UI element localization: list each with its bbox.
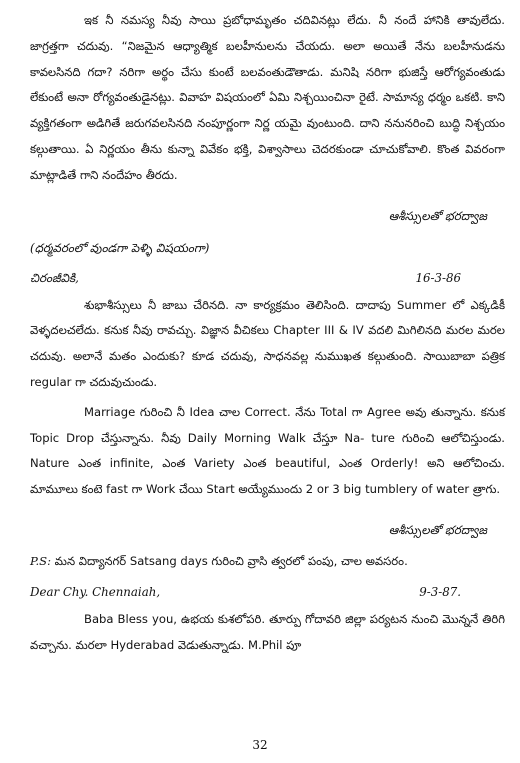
postscript-text: మన విద్యానగర్ Satsang days గురించి వ్రాసి త్వరలో పంపు, చాల అవసరం.: [54, 553, 408, 568]
letter3-salutation: Dear Chy. Chennaiah,: [30, 584, 161, 599]
letter1-signoff: ఆశీస్సులతో భరద్వాజ: [388, 208, 487, 223]
letter1-body: ఇక నీ నమస్య నీవు సాయి ప్రబోధామృతం చదివినట్లు లేదు. నీ నందే హానికి తావులేదు. జాగ్రత్తగా చదువు. “నిజమైన ఆధ్యాత్మిక బలహీనులను చేయదు. అలా అయితే నేను బలహీనుడను కావలసినది గదా? నరిగా అర్థం చేసు కుంటే బలవంతుడౌతాడు. మనిషి నరిగా భుజిస్తే ఆరోగ్యవంతుడు లేకుంటే అనా రోగ్యవంతుడైనట్లు. వివాహ విషయంలో ఏమి నిశ్చయించినా రైటే. సామాన్య ధర్మం ఒకటి. కాని వ్యక్తిగతంగా అడిగితే జరుగవలసినది నంపూర్ణంగా నిర్ణ యమై వుంటుంది. దాని ననునరించి బుద్ధి నిశ్చయం కల్గుతాయి. ఏ నిర్ణయం తీను కున్నా వివేకం భక్తి, విశ్వాసాలు చెదరకుండా చూచుకోవాలి. కొంత వివరంగా మాట్లాడితే గాని నందేహం తీరదు.: [30, 13, 505, 182]
letter2-signoff: ఆశీస్సులతో భరద్వాజ: [388, 522, 487, 537]
letter3-date: 9-3-87.: [419, 584, 461, 599]
postscript: [30, 549, 505, 575]
letter2-date: 16-3-86: [415, 270, 461, 285]
letter3-header: [30, 579, 505, 605]
page-number: 32: [252, 738, 268, 752]
context-note: (ధర్మవరంలో వుండగా పెళ్ళి విషయంగా): [30, 240, 210, 255]
postscript-label: P.S:: [30, 553, 51, 568]
letter3-body: Baba Bless you, ఉభయ కుశలోపరి. తూర్పు గోదావరి జిల్లా పర్యటన నుంచి మొన్ననే తిరిగి వచ్చాను. మరలా Hyderabad వెడుతున్నాడు. M.Phil పూ: [30, 611, 505, 652]
letter2-paragraph-1: శుభాశీస్సులు నీ జాబు చేరినది. నా కార్యక్రమం తెలిసింది. దాదాపు Summer లో ఎక్కడికీ వెళ్ళదలచలేదు. కనుక నీవు రావచ్చు. విజ్ఞాన వీచికలు Chapter III & IV వదలి మిగిలినది మరల మరల చదువు. అలానే మతం ఎందుకు? కూడ చదువు, సాధనవల్ల నుముఖత కల్గుతుంది. సాయిబాబా పత్రిక regular గా చదువుచుండు.: [30, 297, 505, 389]
letter2-paragraph-2: Marriage గురించి నీ Idea చాల Correct. నేను Total గా Agree అవు తున్నాను. కనుక Topic Drop చేస్తున్నాను. నీవు Daily Morning Walk చేస్తూ Na- ture గురించి ఆలోచిస్తుండు. Nature ఎంత infinite, ఎంత Variety ఎంత beautiful, ఎంత Orderly! అని ఆలోచించు. మామూలు కంటె fast గా Work చేయి Start అయ్యేముందు 2 or 3 big tumblery of water త్రాగు.: [30, 404, 505, 497]
page-content: [30, 8, 505, 658]
letter2-header: [30, 265, 505, 291]
letter2-salutation: చిరంజీవికి,: [30, 270, 79, 285]
